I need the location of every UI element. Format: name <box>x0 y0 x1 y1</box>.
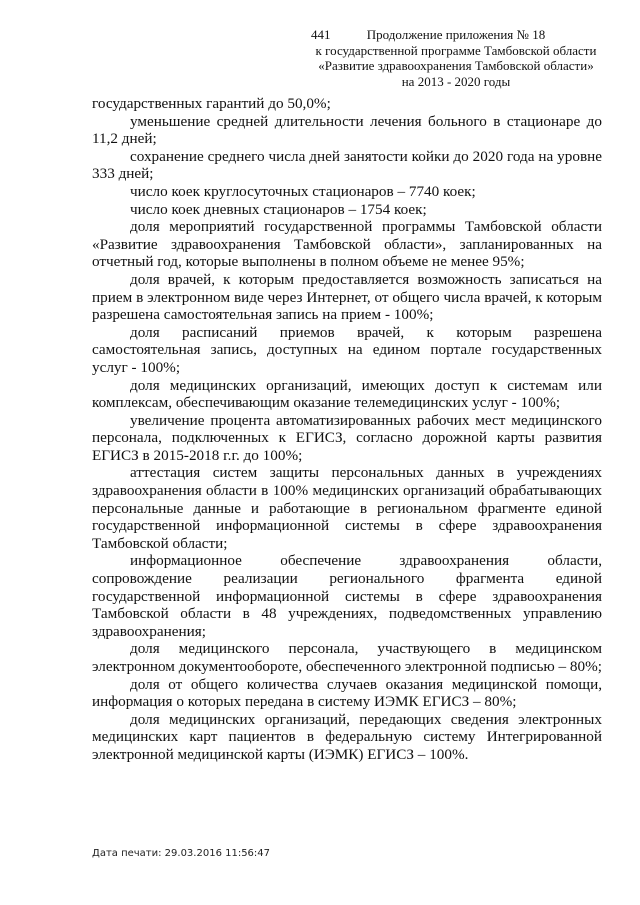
paragraph: информационное обеспечение здравоохранения области, сопровождение реализации регионального фрагмента единой государственной информационной системы в сфере здравоохранения Тамбовской области в 48 учреждениях, подведомственных управлению здравоохранения; <box>92 552 602 640</box>
header-line: к государственной программе Тамбовской области <box>315 42 597 58</box>
paragraph: уменьшение средней длительности лечения больного в стационаре до 11,2 дней; <box>92 112 602 148</box>
header-line: на 2013 - 2020 годы <box>401 73 511 89</box>
paragraph: сохранение среднего числа дней занятости койки до 2020 года на уровне 333 дней; <box>92 147 602 183</box>
paragraph: доля мероприятий государственной программы Тамбовской области «Развитие здравоохранения Тамбовской области», запланированных на отчетный год, которые выполнены в полном объеме не менее 95%; <box>92 218 602 271</box>
paragraph: доля медицинских организаций, передающих сведения электронных медицинских карт пациентов в федеральную систему Интегрированной электронной медицинской карты (ИЭМК) ЕГИСЗ – 100%. <box>92 710 602 763</box>
print-date-stamp: Дата печати: 29.03.2016 11:56:47 <box>92 848 271 859</box>
header-line: Продолжение приложения № 18 <box>366 27 546 42</box>
paragraph: увеличение процента автоматизированных рабочих мест медицинского персонала, подключенных к ЕГИСЗ, согласно дорожной карты развития ЕГИСЗ в 2015-2018 г.г. до 100%; <box>92 411 602 464</box>
page-number: 441 <box>311 27 331 42</box>
paragraph: доля врачей, к которым предоставляется возможность записаться на прием в электронном виде через Интернет, от общего числа врачей, к которым разрешена самостоятельная запись на прием - 100%; <box>92 270 602 324</box>
paragraph: аттестация систем защиты персональных данных в учреждениях здравоохранения области в 100% медицинских организаций обрабатывающих персональные данные и работающие в региональном фрагменте единой государственной информационной системы в сфере здравоохранения Тамбовской области; <box>92 464 602 552</box>
paragraph: государственных гарантий до 50,0%; <box>92 95 331 112</box>
paragraph: число коек дневных стационаров – 1754 коек; <box>130 200 427 218</box>
paragraph: число коек круглосуточных стационаров – 7740 коек; <box>130 182 476 200</box>
document-body <box>92 95 602 764</box>
paragraph: доля от общего количества случаев оказания медицинской помощи, информация о которых передана в систему ИЭМК ЕГИСЗ – 80%; <box>92 675 602 711</box>
paragraph: доля медицинского персонала, участвующего в медицинском электронном документообороте, обеспеченного электронной подписью – 80%; <box>92 640 602 675</box>
paragraph: доля расписаний приемов врачей, к которым разрешена самостоятельная запись, доступных на едином портале государственных услуг - 100%; <box>92 323 602 376</box>
paragraph: доля медицинских организаций, имеющих доступ к системам или комплексам, обеспечивающим оказание телемедицинских услуг - 100%; <box>92 376 602 412</box>
appendix-header <box>306 27 606 89</box>
header-line: «Развитие здравоохранения Тамбовской области» <box>318 58 594 73</box>
